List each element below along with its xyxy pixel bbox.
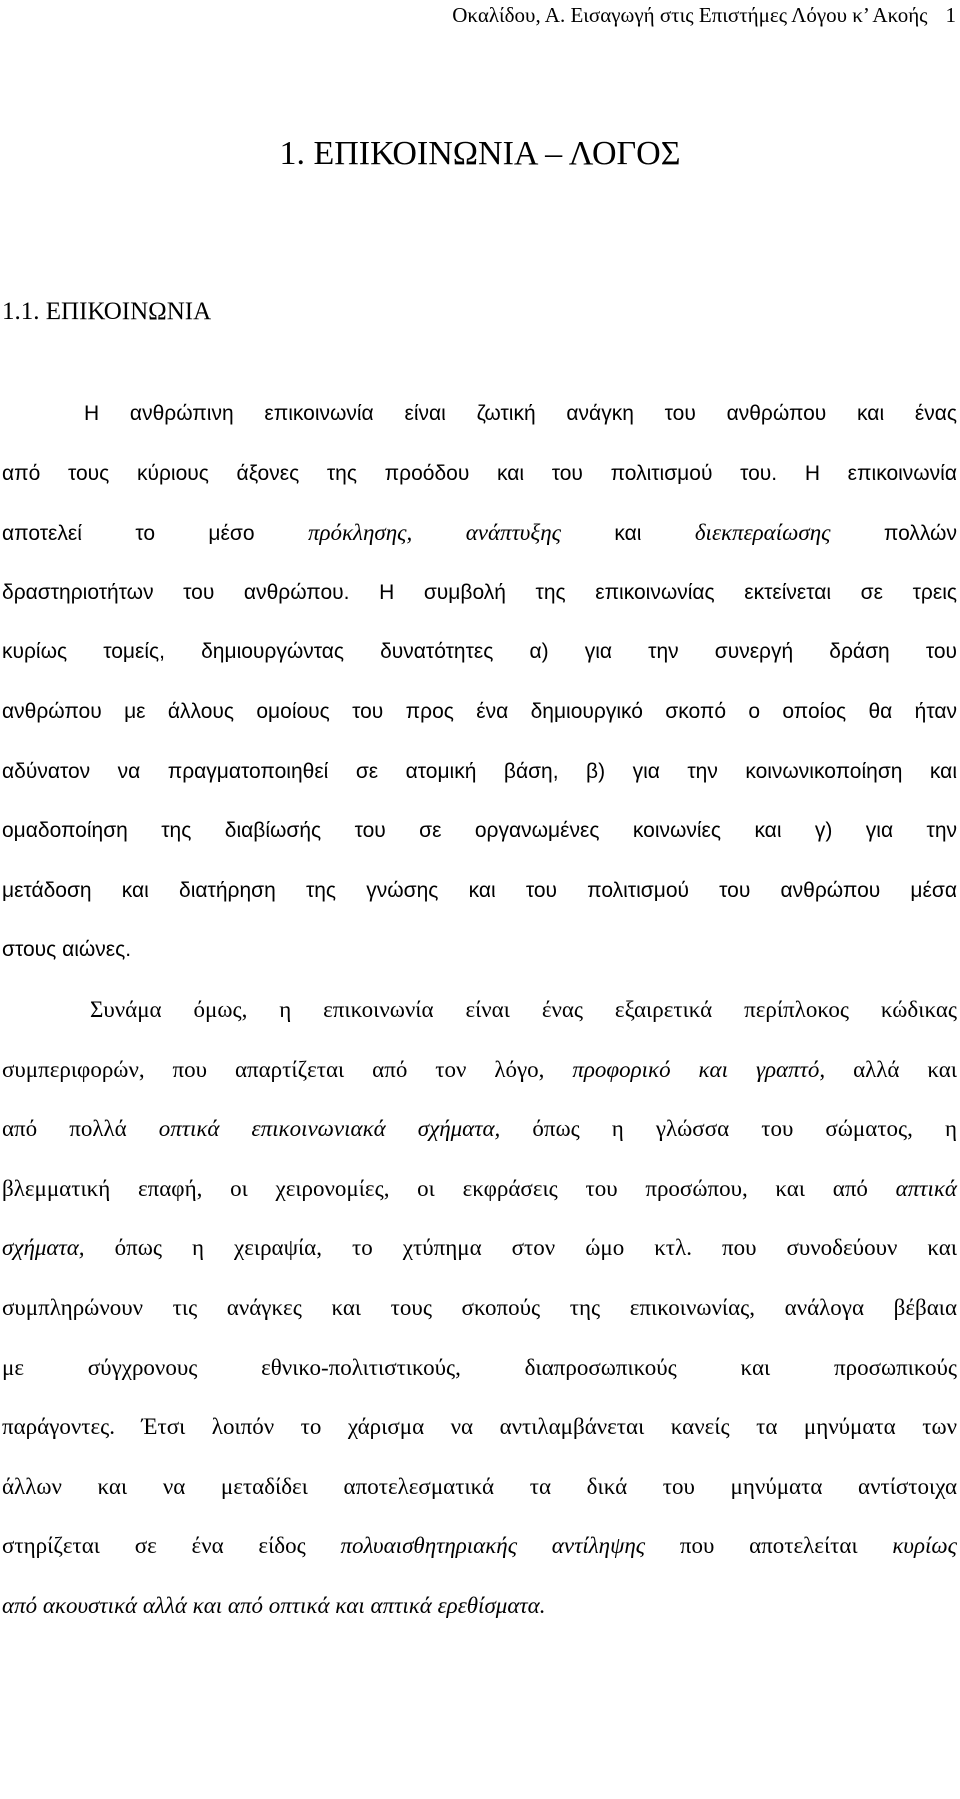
- page-number: 1: [945, 3, 956, 27]
- paragraph-line: αδύνατον να πραγματοποιηθεί σε ατομική βάση, β) για την κοινωνικοποίηση και: [2, 759, 957, 783]
- text-span: συμπεριφορών, που απαρτίζεται από τον λόγο,: [2, 1056, 545, 1082]
- paragraph-line: [2, 1576, 957, 1636]
- paragraph-line: άλλων και να μεταδίδει αποτελεσματικά τα δικά του μηνύματα αντίστοιχα: [2, 1473, 957, 1499]
- paragraph-2: [2, 980, 957, 1636]
- emphasis-text: απτικά: [895, 1175, 957, 1201]
- paragraph-line: μετάδοση και διατήρηση της γνώσης και του πολιτισμού του ανθρώπου μέσα: [2, 878, 957, 902]
- paragraph-line: [2, 1516, 957, 1576]
- emphasis-text: πρόκλησης,: [307, 520, 413, 546]
- paragraph-line: κυρίως τομείς, δημιουργώντας δυνατότητες α) για την συνεργή δράση του: [2, 640, 957, 664]
- running-header: [452, 0, 960, 30]
- text-span: που αποτελείται: [679, 1533, 858, 1559]
- paragraph-line: [2, 503, 957, 563]
- paragraph-line: Η ανθρώπινη επικοινωνία είναι ζωτική ανάγκη του ανθρώπου και ένας: [84, 402, 957, 425]
- paragraph-line: [2, 1099, 957, 1159]
- text-span: όπως η γλώσσα του σώματος, η: [532, 1116, 957, 1142]
- text-span: πολλών: [883, 522, 957, 546]
- emphasis-text: διεκπεραίωσης: [694, 520, 831, 546]
- running-title: Οκαλίδου, Α. Εισαγωγή στις Επιστήμες Λόγου κ’ Ακοής: [452, 3, 928, 27]
- emphasis-text: σχήματα,: [2, 1235, 85, 1261]
- emphasis-text: κυρίως: [892, 1533, 957, 1559]
- paragraph-line: παράγοντες. Έτσι λοιπόν το χάρισμα να αντιλαμβάνεται κανείς τα μηνύματα των: [2, 1414, 957, 1440]
- emphasis-text: οπτικά επικοινωνιακά σχήματα,: [158, 1116, 501, 1142]
- text-span: αποτελεί το μέσο: [2, 522, 255, 546]
- emphasis-text: προφορικό και γραπτό,: [572, 1056, 826, 1082]
- text-span: όπως η χειραψία, το χτύπημα στον ώμο κτλ. που συνοδεύουν και: [114, 1235, 958, 1261]
- paragraph-line: από τους κύριους άξονες της προόδου και του πολιτισμού του. Η επικοινωνία: [2, 461, 957, 485]
- paragraph-line: στους αιώνες.: [2, 938, 132, 962]
- paragraph-1: [2, 384, 957, 980]
- text-span: από πολλά: [2, 1116, 127, 1142]
- text-span: βλεμματική επαφή, οι χειρονομίες, οι εκφράσεις του προσώπου, και από: [2, 1175, 868, 1201]
- paragraph-line: Συνάμα όμως, η επικοινωνία είναι ένας εξαιρετικά περίπλοκος κώδικας: [90, 997, 957, 1022]
- paragraph-line: [2, 1159, 957, 1219]
- text-span: αλλά και: [853, 1056, 958, 1082]
- paragraph-line: [2, 1218, 957, 1278]
- emphasis-text: από ακουστικά αλλά και από οπτικά και απτικά ερεθίσματα.: [2, 1592, 546, 1618]
- paragraph-line: συμπληρώνουν τις ανάγκες και τους σκοπούς της επικοινωνίας, ανάλογα βέβαια: [2, 1294, 957, 1320]
- paragraph-line: [2, 1040, 957, 1100]
- emphasis-text: πολυαισθητηριακής αντίληψης: [340, 1533, 646, 1559]
- paragraph-line: ανθρώπου με άλλους ομοίους του προς ένα δημιουργικό σκοπό ο οποίος θα ήταν: [2, 699, 957, 723]
- paragraph-line: δραστηριοτήτων του ανθρώπου. Η συμβολή της επικοινωνίας εκτείνεται σε τρεις: [2, 580, 957, 604]
- text-span: και: [614, 522, 642, 546]
- text-span: στηρίζεται σε ένα είδος: [2, 1533, 306, 1559]
- chapter-title: 1. ΕΠΙΚΟΙΝΩΝΙΑ – ΛΟΓΟΣ: [279, 135, 681, 172]
- section-title: 1.1. ΕΠΙΚΟΙΝΩΝΙΑ: [2, 298, 212, 325]
- paragraph-line: ομαδοποίηση της διαβίωσής του σε οργανωμένες κοινωνίες και γ) για την: [2, 819, 957, 843]
- paragraph-line: με σύγχρονους εθνικο-πολιτιστικούς, διαπροσωπικούς και προσωπικούς: [2, 1354, 957, 1380]
- emphasis-text: ανάπτυξης: [465, 520, 561, 546]
